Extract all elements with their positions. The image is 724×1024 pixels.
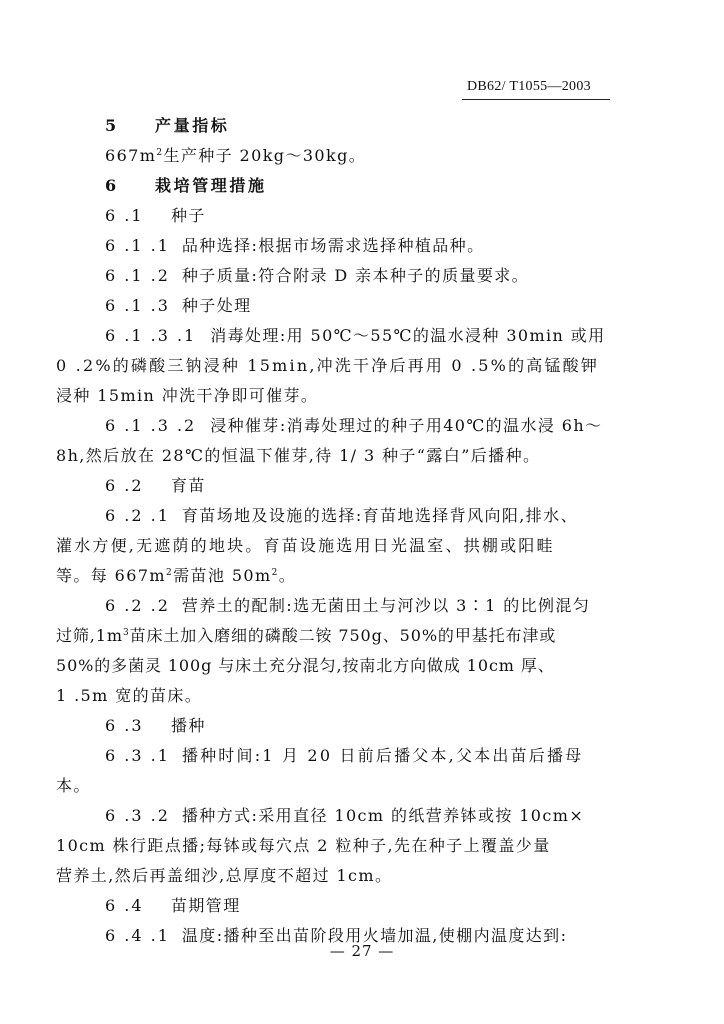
document-body	[56, 111, 622, 951]
clause-6-1-1	[56, 231, 622, 261]
clause-text: 育苗场地及设施的选择:育苗地选择背风向阳,排水、	[181, 506, 578, 525]
clause-6-3-2-line-2: 10cm 株行距点播;每钵或每穴点 2 粒种子,先在种子上覆盖少量	[56, 836, 551, 855]
heading-6-3	[56, 711, 622, 741]
text-run: 苗床土加入磨细的磷酸二铵 750g、50%的甲基托布津或	[129, 626, 557, 645]
clause-text: 种子处理	[181, 296, 252, 315]
section-number: 5	[105, 116, 119, 135]
clause-6-3-2-line-3: 营养土,然后再盖细沙,总厚度不超过 1cm。	[56, 866, 393, 885]
standard-code: DB62/ T1055—2003	[467, 79, 591, 94]
text-run: 生产种子 20kg～30kg。	[163, 146, 367, 165]
paragraph-5-body	[56, 141, 622, 171]
clause-6-1-3-2-line-1	[56, 411, 622, 441]
section-number: 6	[105, 176, 119, 195]
clause-text: 品种选择:根据市场需求选择种植品种。	[181, 236, 485, 255]
clause-6-2-2-line-4: 1 .5m 宽的苗床。	[56, 686, 203, 705]
section-number: 6 .3	[105, 716, 144, 735]
section-title: 栽培管理措施	[155, 176, 267, 195]
section-number: 6 .1 .2	[105, 266, 170, 285]
text-run: 过筛,1m	[56, 626, 123, 645]
section-number: 6 .1 .3	[105, 296, 170, 315]
text-run: 需苗池 50m	[173, 566, 272, 585]
clause-6-1-2	[56, 261, 622, 291]
text-run: 667m	[105, 146, 157, 165]
section-number: 6 .3 .1	[105, 746, 170, 765]
clause-6-2-1-line-1	[56, 501, 622, 531]
superscript: 3	[122, 628, 130, 638]
section-title: 产量指标	[155, 116, 230, 135]
section-number: 6 .2	[105, 476, 144, 495]
section-number: 6 .1	[105, 206, 144, 225]
section-number: 6 .2 .2	[105, 596, 170, 615]
clause-text: 营养土的配制:选无菌田土与河沙以 3∶1 的比例混匀	[181, 596, 591, 615]
clause-6-3-2-line-1	[56, 801, 622, 831]
clause-text: 温度:播种至出苗阶段用火墙加温,使棚内温度达到:	[181, 926, 568, 945]
clause-6-1-3-1-line-2: 0 .2%的磷酸三钠浸种 15min,冲洗干净后再用 0 .5%的高锰酸钾	[56, 356, 600, 375]
page-number: — 27 —	[329, 942, 395, 960]
clause-6-2-1-line-2: 灌水方便,无遮荫的地块。育苗设施选用日光温室、拱棚或阳畦	[56, 536, 555, 555]
clause-6-1-3-2-line-2: 8h,然后放在 28℃的恒温下催芽,待 1/ 3 种子“露白”后播种。	[56, 446, 541, 465]
clause-6-1-3-1-line-3: 浸种 15min 冲洗干净即可催芽。	[56, 386, 319, 405]
text-run: 等。每 667m	[56, 566, 166, 585]
clause-text: 消毒处理:用 50℃～55℃的温水浸种 30min 或用	[210, 326, 606, 345]
superscript: 2	[156, 148, 164, 158]
header-rule	[462, 99, 610, 100]
clause-text: 种子质量:符合附录 D 亲本种子的质量要求。	[181, 266, 530, 285]
clause-6-2-2-line-2	[56, 621, 622, 651]
clause-text: 浸种催芽:消毒处理过的种子用40℃的温水浸 6h～	[210, 416, 603, 435]
clause-6-3-1-line-1	[56, 741, 622, 771]
section-title: 苗期管理	[171, 896, 241, 915]
clause-6-2-2-line-3: 50%的多菌灵 100g 与床土充分混匀,按南北方向做成 10cm 厚、	[56, 656, 555, 675]
clause-6-1-3	[56, 291, 622, 321]
clause-6-1-3-1-line-1	[56, 321, 622, 351]
superscript: 2	[271, 568, 279, 578]
heading-6-1	[56, 201, 622, 231]
text-run: 。	[278, 566, 297, 585]
section-title: 播种	[171, 716, 206, 735]
section-title: 种子	[171, 206, 206, 225]
section-number: 6 .3 .2	[105, 806, 170, 825]
clause-6-2-2-line-1	[56, 591, 622, 621]
heading-6-4	[56, 891, 622, 921]
section-number: 6 .4 .1	[105, 926, 170, 945]
section-number: 6 .4	[105, 896, 144, 915]
section-number: 6 .2 .1	[105, 506, 170, 525]
heading-6-2	[56, 471, 622, 501]
superscript: 2	[166, 568, 174, 578]
clause-text: 播种时间:1 月 20 日前后播父本,父本出苗后播母	[181, 746, 584, 765]
heading-6	[56, 171, 622, 201]
heading-5	[56, 111, 622, 141]
section-number: 6 .1 .3 .2	[105, 416, 197, 435]
clause-6-2-1-line-3	[56, 561, 622, 591]
clause-text: 播种方式:采用直径 10cm 的纸营养钵或按 10cm×	[181, 806, 585, 825]
section-title: 育苗	[171, 476, 206, 495]
section-number: 6 .1 .3 .1	[105, 326, 197, 345]
clause-6-3-1-line-2: 本。	[56, 776, 91, 795]
section-number: 6 .1 .1	[105, 236, 170, 255]
